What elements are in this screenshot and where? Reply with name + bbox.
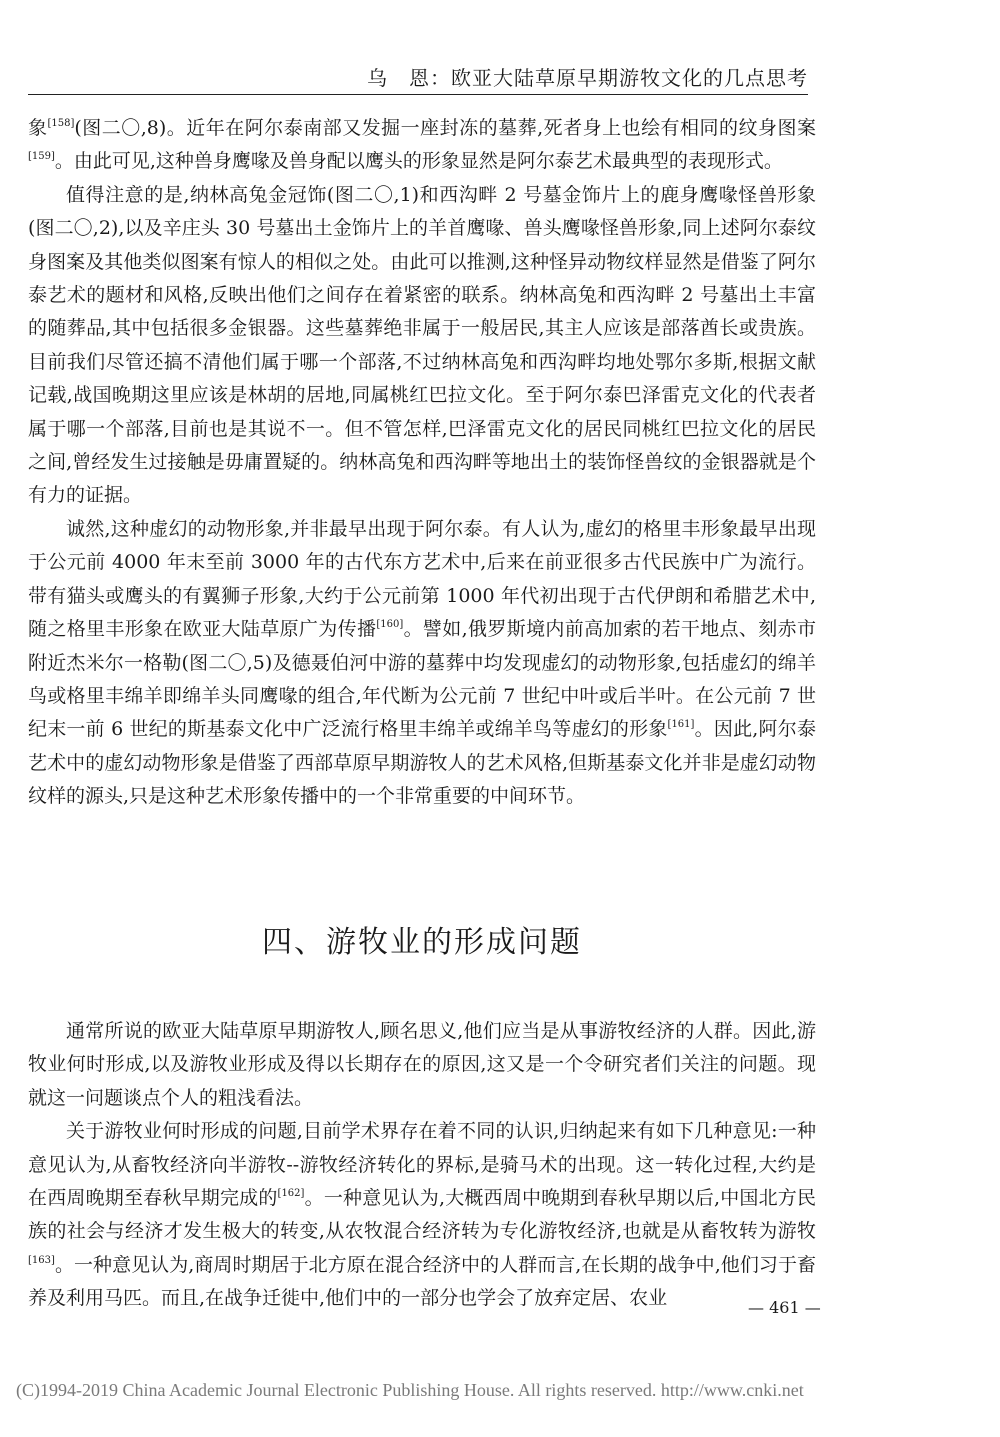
citation-ref: [160] bbox=[376, 619, 404, 631]
text-run: 。一种意见认为,大概西周中晚期到春秋早期以后,中国北方民族的社会与经济才发生极大的转变,从农牧混合经济转为专化游牧经济,也就是从畜牧转为游牧 bbox=[28, 1187, 816, 1243]
text-run: 象 bbox=[28, 117, 48, 139]
header-rule bbox=[28, 94, 808, 95]
citation-ref: [163] bbox=[28, 1254, 55, 1266]
citation-ref: [158] bbox=[47, 118, 75, 129]
text-run: 关于游牧业何时形成的问题,目前学术界存在着不同的认识,归纳起来有如下几种意见:一种意见认为,从畜牧经济向半游牧--游牧经济转化的界标,是骑马术的出现。这一转化过程,大约是在西周晚期至春秋早期完成的 bbox=[28, 1120, 816, 1210]
text-run: 通常所说的欧亚大陆草原早期游牧人,顾名思义,他们应当是从事游牧经济的人群。因此,游牧业何时形成,以及游牧业形成及得以长期存在的原因,这又是一个令研究者们关注的问题。现就这一问题谈点个人的粗浅看法。 bbox=[28, 1020, 816, 1109]
running-header: 乌 恩：欧亚大陆草原早期游牧文化的几点思考 bbox=[367, 66, 808, 90]
paragraph bbox=[28, 1115, 816, 1315]
text-run: 诚然,这种虚幻的动物形象,并非最早出现于阿尔泰。有人认为,虚幻的格里丰形象最早出现于公元前 4000 年末至前 3000 年的古代东方艺术中,后来在前亚很多古代民族中广为流行。带有猫头或鹰头的有翼狮子形象,大约于公元前第 1000 年代初出现于古代伊朗和希腊艺术中,随之格里丰形象在欧亚大陆草原广为传播 bbox=[28, 517, 816, 641]
paragraph bbox=[28, 1015, 816, 1115]
copyright-notice: (C)1994-2019 China Academic Journal Electronic Publishing House. All rights reserved. http://www.cnki.net bbox=[16, 1380, 804, 1400]
text-run: 。因此,阿尔泰艺术中的虚幻动物形象是借鉴了西部草原早期游牧人的艺术风格,但斯基泰文化并非是虚幻动物纹样的源头,只是这种艺术形象传播中的一个非常重要的中间环节。 bbox=[28, 718, 816, 808]
text-run: 值得注意的是,纳林高兔金冠饰(图二〇,1)和西沟畔 2 号墓金饰片上的鹿身鹰喙怪兽形象(图二〇,2),以及辛庄头 30 号墓出土金饰片上的羊首鹰喙、兽头鹰喙怪兽形象,同上述阿尔泰纹身图案及其他类似图案有惊人的相似之处。由此可以推测,这种怪异动物纹样显然是借鉴了阿尔泰艺术的题材和风格,反映出他们之间存在着紧密的联系。纳林高兔和西沟畔 2 号墓出土丰富的随葬品,其中包括很多金银器。这些墓葬绝非属于一般居民,其主人应该是部落酋长或贵族。目前我们尽管还搞不清他们属于哪一个部落,不过纳林高兔和西沟畔均地处鄂尔多斯,根据文献记载,战国晚期这里应该是林胡的居地,同属桃红巴拉文化。至于阿尔泰巴泽雷克文化的代表者属于哪一个部落,目前也是其说不一。但不管怎样,巴泽雷克文化的居民同桃红巴拉文化的居民之间,曾经发生过接触是毋庸置疑的。纳林高兔和西沟畔等地出土的装饰怪兽纹的金银器就是个有力的证据。 bbox=[28, 183, 816, 507]
text-run: 。由此可见,这种兽身鹰喙及兽身配以鹰头的形象显然是阿尔泰艺术最典型的表现形式。 bbox=[54, 150, 783, 173]
page-number: — 461 — bbox=[748, 1298, 821, 1317]
body-text-top bbox=[28, 112, 816, 814]
paragraph bbox=[28, 112, 816, 179]
citation-ref: [159] bbox=[28, 151, 55, 163]
text-run: 。一种意见认为,商周时期居于北方原在混合经济中的人群而言,在长期的战争中,他们习于畜养及利用马匹。而且,在战争迁徙中,他们中的一部分也学会了放弃定居、农业 bbox=[28, 1253, 816, 1310]
citation-ref: [161] bbox=[667, 719, 695, 731]
paragraph bbox=[28, 179, 816, 513]
paragraph bbox=[28, 513, 816, 814]
text-run: 。譬如,俄罗斯境内前高加索的若干地点、刻赤市附近杰米尔一格勒(图二〇,5)及德聂伯河中游的墓葬中均发现虚幻的动物形象,包括虚幻的绵羊鸟或格里丰绵羊即绵羊头同鹰喙的组合,年代断为公元前 7 世纪中叶或后半叶。在公元前 7 世纪末一前 6 世纪的斯基泰文化中广泛流行格里丰绵羊或绵羊鸟等虚幻的形象 bbox=[28, 618, 816, 741]
citation-ref: [162] bbox=[277, 1188, 305, 1200]
text-run: (图二〇,8)。近年在阿尔泰南部又发掘一座封冻的墓葬,死者身上也绘有相同的纹身图案 bbox=[74, 117, 816, 139]
body-text-bottom bbox=[28, 1015, 816, 1316]
section-heading: 四、游牧业的形成问题 bbox=[262, 924, 582, 960]
